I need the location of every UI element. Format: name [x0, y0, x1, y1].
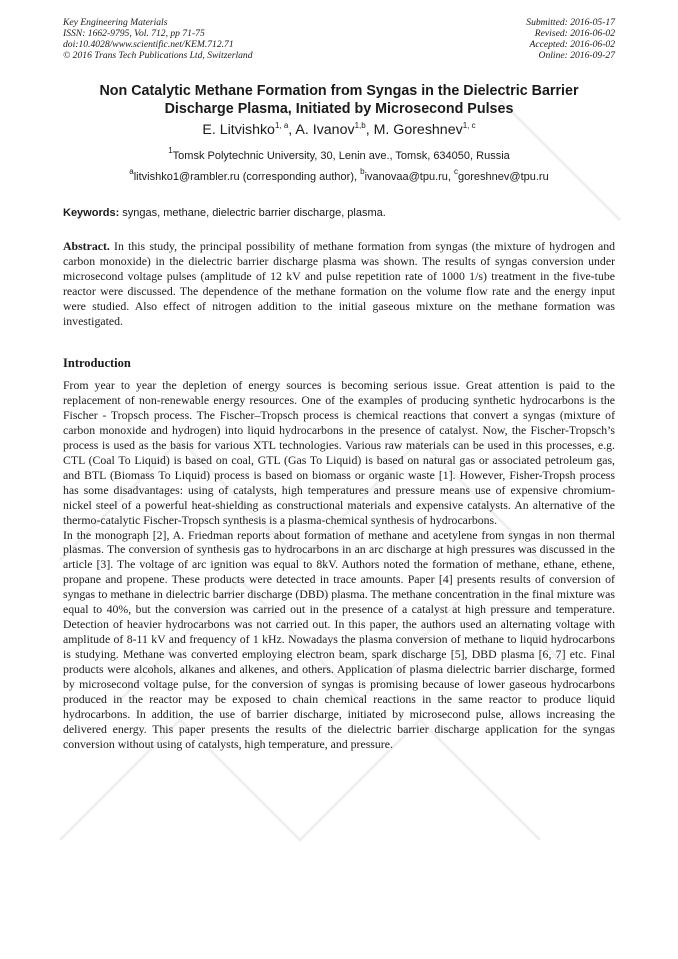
- keywords-text: syngas, methane, dielectric barrier discharge, plasma.: [119, 207, 386, 219]
- author-emails: [40, 167, 638, 183]
- copyright: © 2016 Trans Tech Publications Ltd, Switzerland: [63, 50, 253, 61]
- title-line-2: Discharge Plasma, Initiated by Microsecond Pulses: [164, 101, 514, 117]
- affiliation-text: Tomsk Polytechnic University, 30, Lenin ave., Tomsk, 634050, Russia: [172, 150, 510, 162]
- email-text: ivanovaa@tpu.ru,: [364, 171, 455, 183]
- journal-info: [63, 17, 253, 61]
- abstract: [63, 239, 615, 328]
- abstract-text: In this study, the principal possibility of methane formation from syngas (the mixture of hydrogen and carbon monoxide) in the dielectric barrier discharge plasma was shown. The results of syngas conversion under microsecond voltage pulses (amplitude of 12 kV and pulse repetition rate of 1000 1/s) treatment in the five-tube reactor were discussed. The dependence of the methane formation on the volume flow rate and the energy input were studied. Also effect of nitrogen addition to the initial gaseous mixture on the methane formation was investigated.: [63, 239, 615, 328]
- online-date: Online: 2016-09-27: [538, 50, 615, 61]
- email-text: goreshnev@tpu.ru: [458, 171, 549, 183]
- section-heading: Introduction: [63, 356, 131, 370]
- revised-date: Revised: 2016-06-02: [534, 28, 615, 39]
- paragraph: In the monograph [2], A. Friedman reports about formation of methane and acetylene from syngas in non thermal plasmas. The conversion of synthesis gas to hydrocarbons in an arc discharge at high pressures was discussed in the article [3]. The voltage of arc ignition was equal to 8kV. Authors noted the formation of methane, ethane, ethene, propane and propene. These products were detected in trace amounts. Paper [4] presents results of conversion of syngas to methane in dielectric barrier discharge (DBD) plasma. The methane concentration in the final mixture was equal to 40%, but the conversion was carried out in the presence of a catalyst at high pressure and temperature. Detection of heavier hydrocarbons was not carried out. In this paper, the authors used an alternating voltage with amplitude of 8-11 kV and frequency of 1 kHz. Nowadays the plasma conversion of methane to liquid hydrocarbons is studying. Methane was converted employing electron beam, spark discharge [5], DBD plasma [6, 7] etc. Final products were alcohols, alkanes and alkenes, and others. Application of plasma dielectric barrier discharge, formed by microsecond voltage pulse, for the conversion of syngas is promising because of lower gaseous hydrocarbons produced in the reactor may be exposed to chain chemical reactions in the same reactor to produce liquid hydrocarbons. In addition, the use of barrier discharge, initiated by microsecond pulse, allows increasing the delivered energy. This paper presents the results of the dielectric barrier discharge application for the syngas conversion without using of catalysts, high temperature, and pressure.: [63, 527, 615, 751]
- author-name: M. Goreshnev: [373, 122, 463, 138]
- accepted-date: Accepted: 2016-06-02: [529, 39, 615, 50]
- submitted-date: Submitted: 2016-05-17: [526, 17, 615, 28]
- introduction-body: [63, 378, 615, 752]
- email-text: litvishko1@rambler.ru (corresponding author),: [133, 171, 361, 183]
- paragraph: From year to year the depletion of energy sources is becoming serious issue. Great attention is paid to the replacement of non-renewable energy resources. One of the examples of producing synthetic hydrocarbons is the Fischer - Tropsch process. The Fischer–Tropsch process is chemical reactions that convert a syngas (mixture of carbon monoxide and hydrogen) into liquid hydrocarbons in the presence of catalyst. Now, the Fischer-Tropsch’s process is used as the basis for various XTL technologies. Various raw materials can be used in this processes, e.g. CTL (Coal To Liquid) is based on coal, GTL (Gas To Liquid) is based on natural gas or associated petroleum gas, and BTL (Biomass To Liquid) process is based on biomass or organic waste [1]. However, Fisher-Tropsh process has some disadvantages: using of catalysts, high temperatures and pressure means use of expensive chromium-nickel steel of a powerful heat-shielding as constructional materials and expensive catalysts. An alternative of the thermo-catalytic Fischer-Tropsch synthesis is a plasma-chemical synthesis of hydrocarbons.: [63, 378, 615, 527]
- email-sup: c: [454, 167, 459, 176]
- affiliation: [40, 146, 638, 162]
- issn: ISSN: 1662-9795, Vol. 712, pp 71-75: [63, 28, 205, 39]
- journal-name: Key Engineering Materials: [63, 17, 168, 28]
- abstract-label: Abstract.: [63, 239, 110, 253]
- title-line-1: Non Catalytic Methane Formation from Syngas in the Dielectric Barrier: [99, 83, 579, 99]
- publication-dates: [526, 17, 615, 61]
- email-sup: b: [360, 167, 365, 176]
- keywords: [63, 207, 615, 219]
- author-list: [40, 122, 638, 138]
- paper-title: [40, 82, 638, 118]
- author-affil-sup: 1,b: [354, 121, 366, 130]
- author-separator: ,: [365, 122, 374, 138]
- author-affil-sup: 1, a: [274, 121, 289, 130]
- email-sup: a: [129, 167, 134, 176]
- author-name: A. Ivanov: [295, 122, 355, 138]
- keywords-label: Keywords:: [63, 207, 120, 219]
- author-name: E. Litvishko: [202, 122, 275, 138]
- affiliation-sup: 1: [168, 146, 173, 155]
- author-affil-sup: 1, c: [462, 121, 476, 130]
- doi: doi:10.4028/www.scientific.net/KEM.712.71: [63, 39, 234, 50]
- author-separator: ,: [288, 122, 296, 138]
